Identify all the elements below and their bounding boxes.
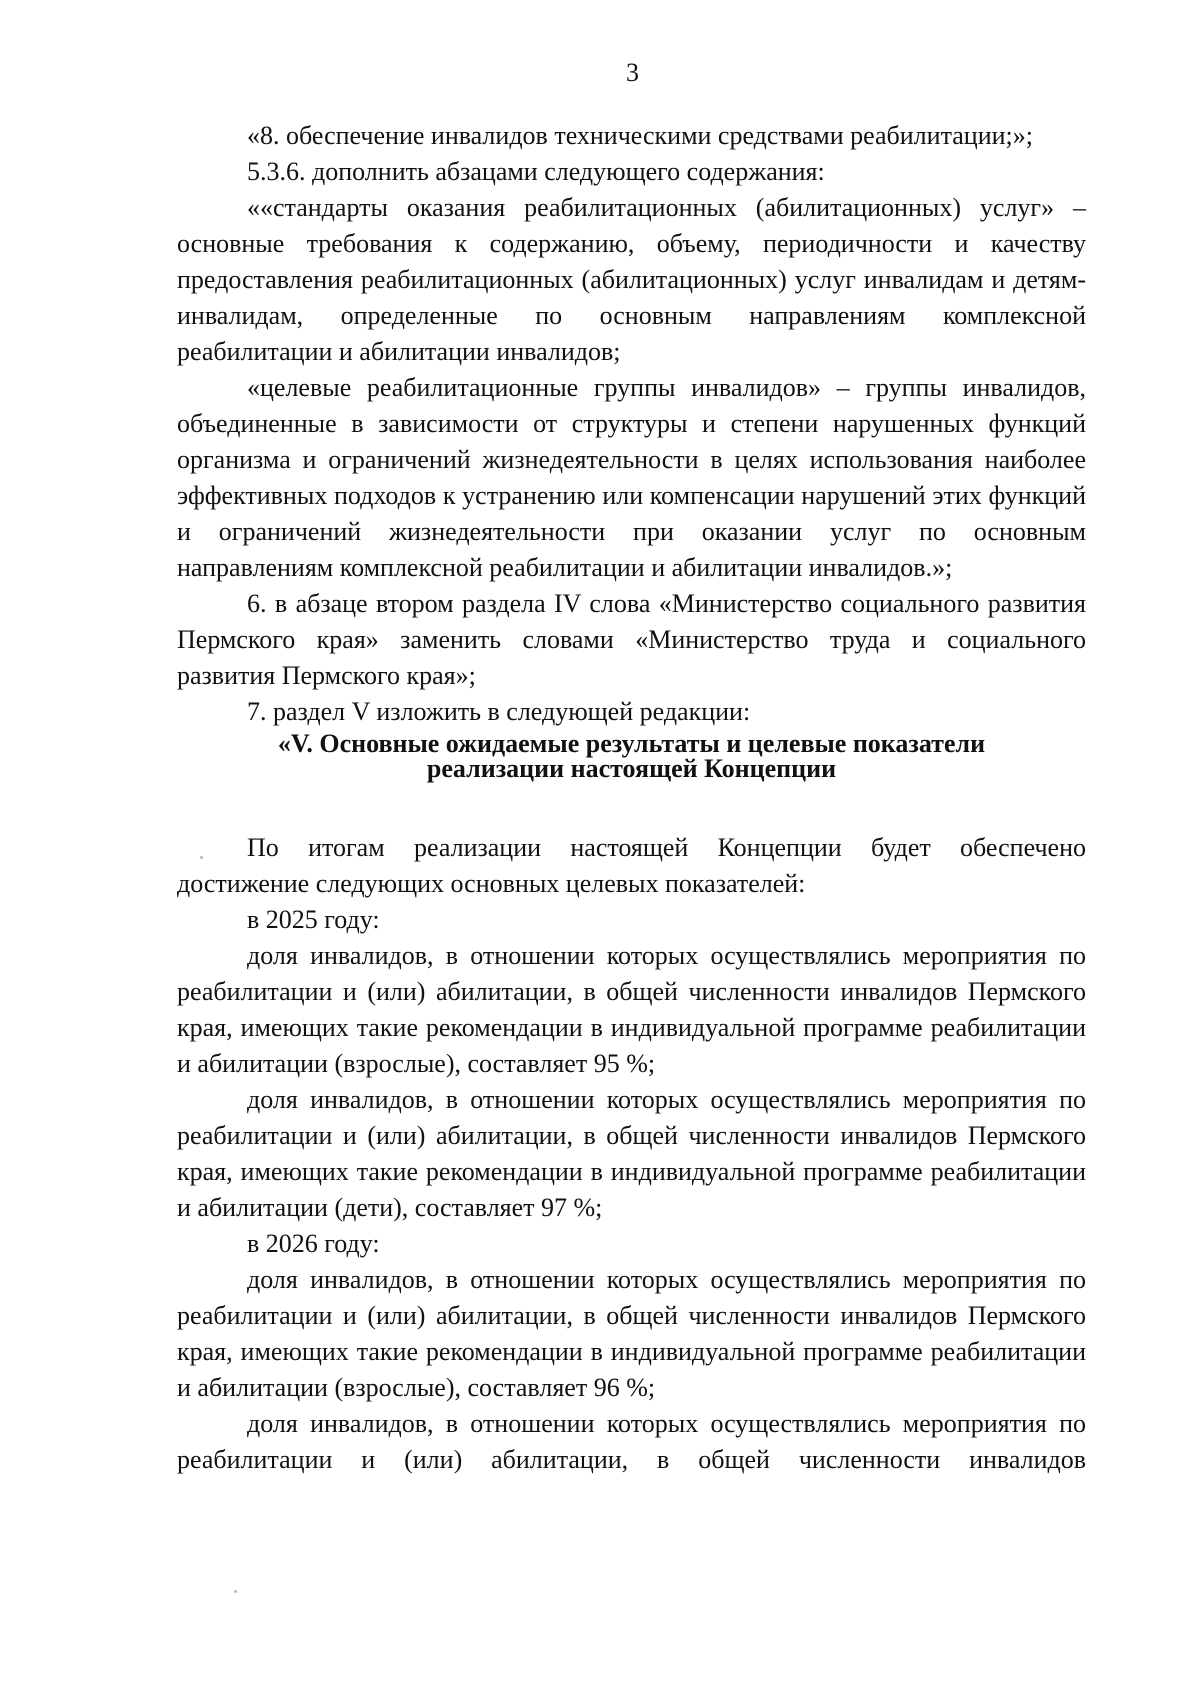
- paragraph-amendment-7: 7. раздел V изложить в следующей редакции:: [247, 697, 751, 726]
- paragraph-indicator-2026-adults: доля инвалидов, в отношении которых осуществлялись мероприятия по реабилитации и (или) абилитации, в общей численности инвалидов Пермского края, имеющих такие рекомендации в индивидуальной программе реабилитации и абилитации (взрослые), составляет 96 %;: [177, 1265, 1086, 1402]
- paragraph-intro-indicators: По итогам реализации настоящей Концепции будет обеспечено достижение следующих основных целевых показателей:: [177, 833, 1086, 898]
- scan-speck: [200, 856, 203, 859]
- paragraph-item-8: «8. обеспечение инвалидов техническими средствами реабилитации;»;: [247, 121, 1033, 150]
- page-number: 3: [626, 58, 639, 87]
- section-heading-line-1: «V. Основные ожидаемые результаты и целевые показатели: [277, 729, 986, 758]
- paragraph-amendment-5-3-6: 5.3.6. дополнить абзацами следующего содержания:: [247, 157, 825, 186]
- paragraph-amendment-6: 6. в абзаце втором раздела IV слова «Министерство социального развития Пермского края» заменить словами «Министерство труда и социального развития Пермского края»;: [177, 589, 1086, 690]
- section-heading: [177, 730, 1086, 781]
- paragraph-definition-target-groups: «целевые реабилитационные группы инвалидов» – группы инвалидов, объединенные в зависимости от структуры и степени нарушенных функций организма и ограничений жизнедеятельности в целях использования наиболее эффективных подходов к устранению или компенсации нарушений этих функций и ограничений жизнедеятельности при оказании услуг по основным направлениям комплексной реабилитации и абилитации инвалидов.»;: [177, 373, 1086, 582]
- heading-spacer: [177, 781, 1086, 830]
- paragraph-indicator-2025-children: доля инвалидов, в отношении которых осуществлялись мероприятия по реабилитации и (или) абилитации, в общей численности инвалидов Пермского края, имеющих такие рекомендации в индивидуальной программе реабилитации и абилитации (дети), составляет 97 %;: [177, 1085, 1086, 1222]
- paragraph-indicator-2025-adults: доля инвалидов, в отношении которых осуществлялись мероприятия по реабилитации и (или) абилитации, в общей численности инвалидов Пермского края, имеющих такие рекомендации в индивидуальной программе реабилитации и абилитации (взрослые), составляет 95 %;: [177, 941, 1086, 1078]
- paragraph-year-2026: в 2026 году:: [247, 1229, 380, 1258]
- section-heading-line-2: реализации настоящей Концепции: [426, 754, 837, 783]
- paragraph-indicator-2026-children-partial: доля инвалидов, в отношении которых осуществлялись мероприятия по реабилитации и (или) абилитации, в общей численности инвалидов: [177, 1409, 1086, 1474]
- paragraph-year-2025: в 2025 году:: [247, 905, 380, 934]
- document-body: [177, 118, 1086, 1478]
- paragraph-definition-standards: ««стандарты оказания реабилитационных (абилитационных) услуг» – основные требования к содержанию, объему, периодичности и качеству предоставления реабилитационных (абилитационных) услуг инвалидам и детям-инвалидам, определенные по основным направлениям комплексной реабилитации и абилитации инвалидов;: [177, 193, 1086, 366]
- scan-speck: [234, 1590, 237, 1593]
